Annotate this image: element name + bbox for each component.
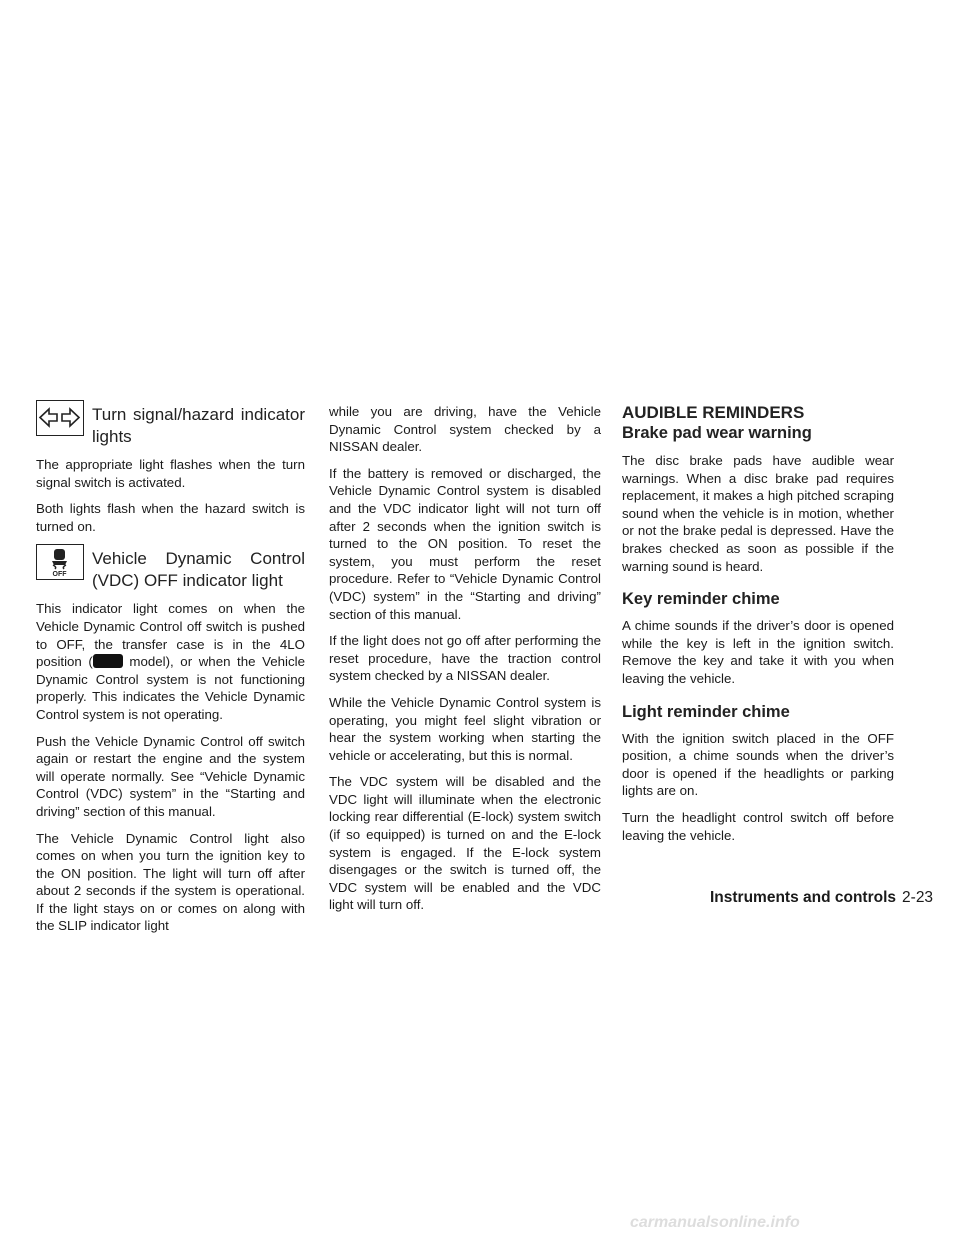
middle-column xyxy=(329,403,601,923)
vdc-title: Vehicle Dynamic Control (VDC) OFF indicator light xyxy=(92,549,305,591)
turn-signal-icon xyxy=(36,400,84,436)
light-reminder-heading: Light reminder chime xyxy=(622,702,790,721)
turn-signal-title: Turn signal/hazard indicator lights xyxy=(92,405,305,446)
section-title: Instruments and controls xyxy=(710,889,897,906)
page-number: 2-23 xyxy=(902,889,934,906)
paragraph: With the ignition switch placed in the OFF position, a chime sounds when the driver’s door is opened if the headlights or parking lights are on. xyxy=(622,730,894,799)
paragraph: While the Vehicle Dynamic Control system is operating, you might feel slight vibration or hear the system working when starting the vehicle or accelerating, but this is normal. xyxy=(329,694,601,763)
paragraph: Turn the headlight control switch off before leaving the vehicle. xyxy=(622,809,894,843)
paragraph-part: model), or when the Vehicle Dynamic Control system is not functioning properly. This indicates the Vehicle Dynamic Control system is not operating. xyxy=(36,654,305,722)
paragraph: If the battery is removed or discharged, the Vehicle Dynamic Control system is disabled and the VDC indicator light will not turn off after 2 seconds when the ignition switch is turned to the ON position. To reset the system, you must perform the reset procedure. Refer to “Vehicle Dynamic Control (VDC) system” in the “Starting and driving” section of this manual. xyxy=(329,465,601,622)
4x4-icon xyxy=(93,654,123,668)
right-column xyxy=(622,403,894,853)
paragraph: The appropriate light flashes when the turn signal switch is activated. xyxy=(36,457,305,490)
paragraph: A chime sounds if the driver’s door is opened while the key is left in the ignition switch. Remove the key and take it with you when leaving the vehicle. xyxy=(622,618,894,686)
paragraph: The VDC system will be disabled and the VDC light will illuminate when the electronic locking rear differential (E-lock) system switch (if so equipped) is turned on and the E-lock system is engaged. If the E-lock system disengages or the switch is turned off, the VDC system will be enabled and the VDC light will turn off. xyxy=(329,774,601,913)
audible-reminders-heading: AUDIBLE REMINDERS xyxy=(622,403,805,422)
key-reminder-heading: Key reminder chime xyxy=(622,590,780,609)
left-column xyxy=(36,400,305,944)
paragraph-part: This indicator light comes on when the Vehicle Dynamic Control off switch is pushed to OFF, the transfer case is in the 4LO position ( xyxy=(36,601,305,670)
paragraph: If the light does not go off after performing the reset procedure, have the traction control system checked by a NISSAN dealer. xyxy=(329,633,601,684)
page-footer xyxy=(710,889,933,907)
paragraph: The disc brake pads have audible wear warnings. When a disc brake pad requires replacement, it makes a high pitched scraping sound when the vehicle is in motion, whether or not the brake pedal is depressed. Have the brakes checked as soon as possible if the warning sound is heard. xyxy=(622,453,894,574)
paragraph: Both lights flash when the hazard switch is turned on. xyxy=(36,501,305,534)
vdc-off-icon-label: OFF xyxy=(52,571,67,579)
watermark: carmanualsonline.info xyxy=(630,1214,800,1231)
turn-signal-heading xyxy=(36,400,305,448)
paragraph: while you are driving, have the Vehicle Dynamic Control system checked by a NISSAN dealer. xyxy=(329,404,601,455)
vdc-off-icon xyxy=(36,544,84,580)
paragraph: The Vehicle Dynamic Control light also comes on when you turn the ignition key to the ON position. The light will turn off after about 2 seconds if the system is operational. If the light stays on or comes on along with the SLIP indicator light xyxy=(36,830,305,934)
paragraph: Push the Vehicle Dynamic Control off switch again or restart the engine and the system will operate normally. See “Vehicle Dynamic Control (VDC) system” in the “Starting and driving” section of this manual. xyxy=(36,733,305,819)
paragraph xyxy=(36,600,305,723)
brake-pad-heading: Brake pad wear warning xyxy=(622,424,812,442)
vdc-heading xyxy=(36,544,305,592)
